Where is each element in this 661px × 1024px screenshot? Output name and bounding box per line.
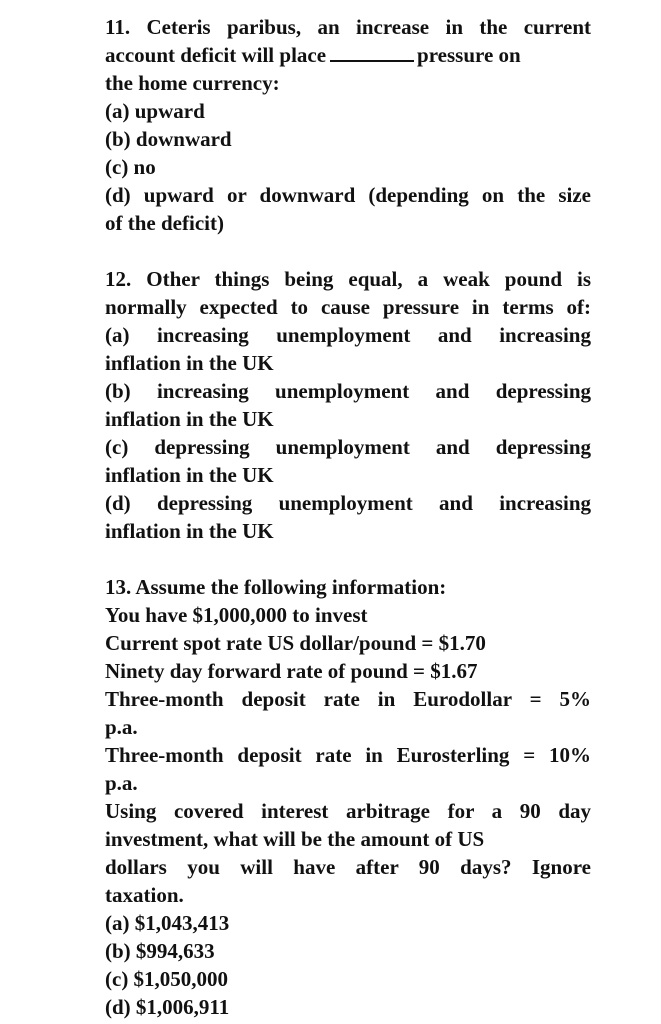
question-13-stem-line-4: Ninety day forward rate of pound = $1.67 [105,659,478,683]
question-13-stem-line-8: p.a. [105,771,138,795]
question-12 [105,265,591,545]
fill-in-blank [330,42,414,62]
question-12-option-a-continued: inflation in the UK [105,351,274,375]
question-13-stem-line-10: investment, what will be the amount of US [105,827,485,851]
question-11 [105,13,591,237]
question-13-stem-line-6: p.a. [105,715,138,739]
question-12-option-b-continued: inflation in the UK [105,407,274,431]
question-13-option-d: (d) $1,006,911 [105,995,230,1019]
question-12-option-c-continued: inflation in the UK [105,463,274,487]
question-12-stem-line-1: 12. Other things being equal, a weak pound is [105,267,591,291]
question-13-stem-line-1: 13. Assume the following information: [105,575,447,599]
question-13-stem-line-3: Current spot rate US dollar/pound = $1.70 [105,631,486,655]
question-13 [105,573,591,1021]
question-13-stem-line-9: Using covered interest arbitrage for a 90 day [105,799,591,823]
question-12-option-c: (c) depressing unemployment and depressing [105,435,591,459]
question-12-option-d-continued: inflation in the UK [105,519,274,543]
question-11-option-d: (d) upward or downward (depending on the size [105,183,591,207]
question-12-option-a: (a) increasing unemployment and increasing [105,323,591,347]
question-11-option-a: (a) upward [105,99,205,123]
question-11-stem-line-3: the home currency: [105,71,280,95]
question-13-option-a: (a) $1,043,413 [105,911,230,935]
question-11-stem-line-1: 11. Ceteris paribus, an increase in the current [105,15,591,39]
question-11-stem-text-before-blank: account deficit will place [105,43,327,67]
question-12-stem-line-2: normally expected to cause pressure in terms of: [105,295,591,319]
question-13-option-b: (b) $994,633 [105,939,215,963]
question-13-stem-line-7: Three-month deposit rate in Eurosterling = 10% [105,743,591,767]
question-11-option-c: (c) no [105,155,156,179]
question-11-option-b: (b) downward [105,127,232,151]
document-page [105,13,591,1021]
question-12-option-d: (d) depressing unemployment and increasing [105,491,591,515]
question-13-stem-line-12: taxation. [105,883,184,907]
question-13-stem-line-2: You have $1,000,000 to invest [105,603,368,627]
question-11-option-d-continued: of the deficit) [105,211,224,235]
question-11-stem-line-2 [105,41,591,69]
question-12-option-b: (b) increasing unemployment and depressing [105,379,591,403]
question-11-stem-text-after-blank: pressure on [417,43,521,67]
question-13-option-c: (c) $1,050,000 [105,967,229,991]
question-13-stem-line-11: dollars you will have after 90 days? Ignore [105,855,591,879]
question-13-stem-line-5: Three-month deposit rate in Eurodollar = 5% [105,687,591,711]
